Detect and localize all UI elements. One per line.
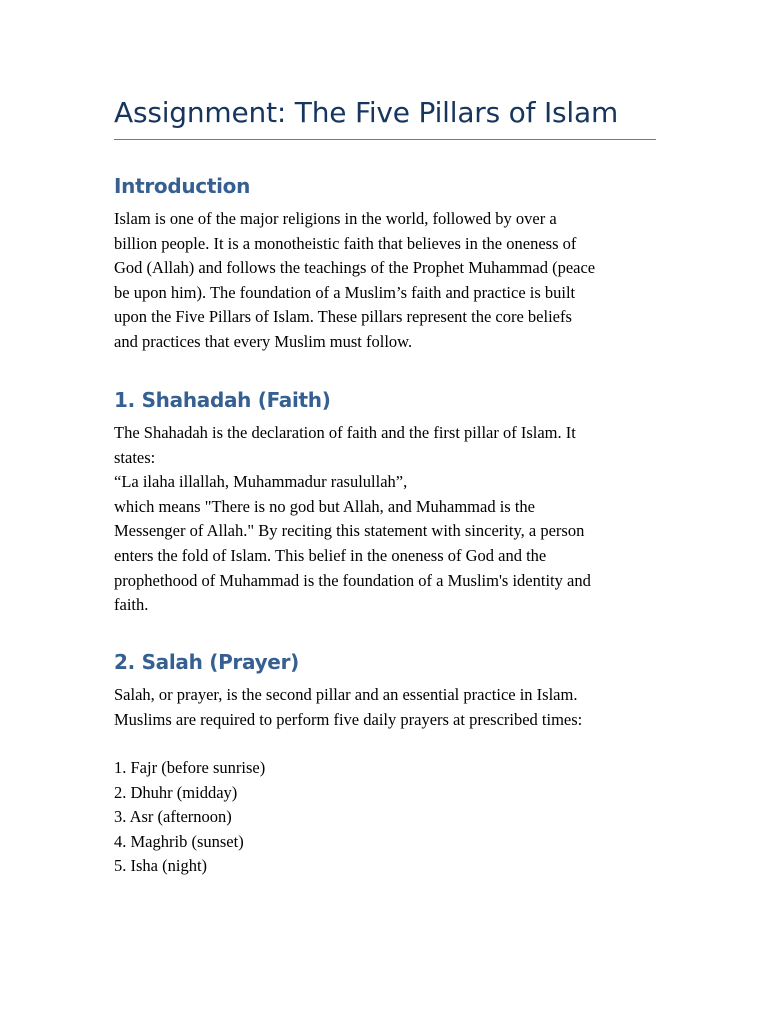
text-line: Islam is one of the major religions in the world, followed by over a <box>114 209 557 228</box>
text-line: faith. <box>114 595 149 615</box>
heading-shahadah: 1. Shahadah (Faith) <box>114 388 331 412</box>
text-line: states: <box>114 447 156 467</box>
text-line: and practices that every Muslim must follow. <box>114 331 413 351</box>
document-title: Assignment: The Five Pillars of Islam <box>114 96 619 129</box>
text-line: “La ilaha illallah, Muhammadur rasulullah”, <box>114 472 408 492</box>
text-line: enters the fold of Islam. This belief in the oneness of God and the <box>114 545 547 565</box>
paragraph-salah <box>114 683 656 732</box>
title-divider <box>114 139 656 140</box>
prayer-times-list <box>114 756 265 879</box>
heading-introduction: Introduction <box>114 174 251 198</box>
text-line: prophethood of Muhammad is the foundation of a Muslim's identity and <box>114 570 591 590</box>
list-item: 4. Maghrib (sunset) <box>114 831 244 851</box>
text-line: billion people. It is a monotheistic faith that believes in the oneness of <box>114 233 577 253</box>
list-item: 3. Asr (afternoon) <box>114 807 232 827</box>
text-line: Salah, or prayer, is the second pillar and an essential practice in Islam. <box>114 685 578 704</box>
text-line: upon the Five Pillars of Islam. These pillars represent the core beliefs <box>114 307 572 327</box>
paragraph-shahadah <box>114 421 656 618</box>
paragraph-introduction <box>114 207 656 355</box>
list-item: 1. Fajr (before sunrise) <box>114 758 266 777</box>
text-line: be upon him). The foundation of a Muslim’s faith and practice is built <box>114 282 576 302</box>
text-line: The Shahadah is the declaration of faith and the first pillar of Islam. It <box>114 423 576 442</box>
text-line: which means "There is no god but Allah, and Muhammad is the <box>114 496 535 516</box>
text-line: God (Allah) and follows the teachings of the Prophet Muhammad (peace <box>114 258 596 278</box>
heading-salah: 2. Salah (Prayer) <box>114 650 299 674</box>
text-line: Muslims are required to perform five daily prayers at prescribed times: <box>114 709 583 729</box>
list-item: 2. Dhuhr (midday) <box>114 782 238 802</box>
text-line: Messenger of Allah." By reciting this statement with sincerity, a person <box>114 521 585 541</box>
list-item: 5. Isha (night) <box>114 856 208 876</box>
